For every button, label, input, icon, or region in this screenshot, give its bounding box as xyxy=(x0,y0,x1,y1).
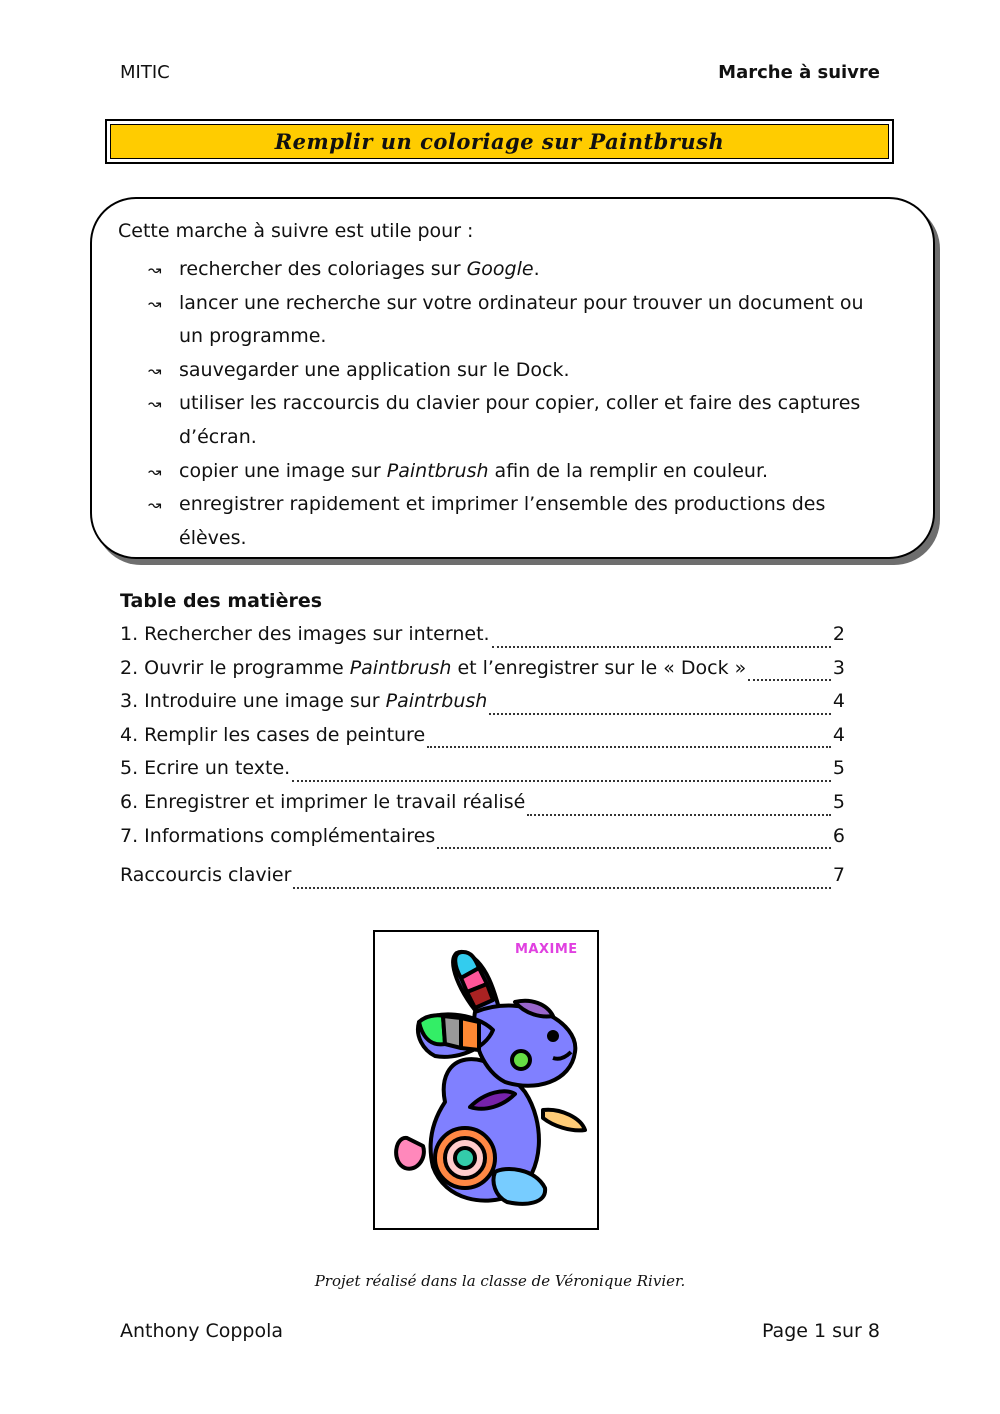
bullet-emphasis: Paintbrush xyxy=(386,459,489,482)
curly-arrow-bullet-icon: ↝ xyxy=(148,394,162,414)
curly-arrow-bullet-icon: ↝ xyxy=(148,461,162,481)
intro-bullet xyxy=(148,253,888,287)
intro-bullet xyxy=(148,488,888,555)
toc-entry[interactable] xyxy=(120,825,845,859)
footer-author: Anthony Coppola xyxy=(120,1320,284,1342)
curly-arrow-bullet-icon: ↝ xyxy=(148,293,162,313)
toc-entry[interactable] xyxy=(120,724,845,758)
toc-entry-page: 3 xyxy=(832,656,845,679)
intro-bullet xyxy=(148,455,888,489)
toc-leader-dots xyxy=(748,679,831,681)
picture-student-name: MAXIME xyxy=(515,942,578,957)
colored-rabbit-picture xyxy=(373,930,599,1230)
toc-entry-page: 4 xyxy=(832,723,845,746)
toc-entry[interactable] xyxy=(120,757,845,791)
rabbit-illustration xyxy=(375,932,597,1228)
toc-leader-dots xyxy=(427,746,831,748)
toc-entry-page: 5 xyxy=(832,790,845,813)
bullet-text: afin de la remplir en couleur. xyxy=(488,459,769,482)
toc-leader-dots xyxy=(489,713,831,715)
toc-entry-label: 2. Ouvrir le programme Paintbrush et l’enregistrer sur le « Dock » xyxy=(120,656,747,679)
intro-lead: Cette marche à suivre est utile pour : xyxy=(118,220,474,242)
table-of-contents xyxy=(120,623,845,898)
footer-page-number: Page 1 sur 8 xyxy=(761,1320,880,1342)
title-banner xyxy=(105,119,894,164)
toc-entry[interactable] xyxy=(120,623,845,657)
bullet-text: . xyxy=(533,258,540,280)
toc-leader-dots xyxy=(293,887,830,889)
curly-arrow-bullet-icon: ↝ xyxy=(148,495,162,515)
toc-leader-dots xyxy=(492,646,831,648)
bullet-emphasis: Google xyxy=(466,258,534,280)
intro-bullet xyxy=(148,354,888,388)
intro-bullet-list xyxy=(148,253,888,555)
header-left: MITIC xyxy=(120,62,170,83)
toc-leader-dots xyxy=(292,780,831,782)
toc-entry-label: 3. Introduire une image sur Paintrbush xyxy=(120,690,488,713)
bullet-text: lancer une recherche sur votre ordinateur pour trouver un document ou un programme. xyxy=(179,291,864,348)
bullet-text: enregistrer rapidement et imprimer l’ensemble des productions des élèves. xyxy=(179,493,826,549)
toc-entry[interactable] xyxy=(120,690,845,724)
intro-bullet xyxy=(148,287,888,354)
toc-entry[interactable] xyxy=(120,657,845,691)
curly-arrow-bullet-icon: ↝ xyxy=(148,360,162,380)
toc-entry-label: 4. Remplir les cases de peinture xyxy=(120,723,426,746)
page-title: Remplir un coloriage sur Paintbrush xyxy=(110,124,889,159)
toc-entry-label: 7. Informations complémentaires xyxy=(120,824,436,847)
toc-entry-page: 7 xyxy=(832,864,845,887)
toc-leader-dots xyxy=(527,814,831,816)
curly-arrow-bullet-icon: ↝ xyxy=(148,260,162,279)
bullet-text: rechercher des coloriages sur xyxy=(179,258,467,280)
toc-leader-dots xyxy=(437,847,831,849)
toc-entry-label: 6. Enregistrer et imprimer le travail réalisé xyxy=(120,790,526,813)
toc-entry-label: 1. Rechercher des images sur internet. xyxy=(120,623,490,645)
toc-entry-page: 6 xyxy=(832,824,845,847)
bullet-text: utiliser les raccourcis du clavier pour copier, coller et faire des captures d’écran. xyxy=(179,392,861,448)
toc-entry[interactable] xyxy=(120,791,845,825)
header-right: Marche à suivre xyxy=(718,62,880,83)
toc-entry[interactable] xyxy=(120,864,845,898)
toc-entry-page: 5 xyxy=(832,757,845,780)
bullet-text: copier une image sur xyxy=(179,459,387,482)
bullet-text: sauvegarder une application sur le Dock. xyxy=(179,358,570,381)
picture-caption: Projet réalisé dans la classe de Véronique Rivier. xyxy=(314,1272,686,1290)
toc-entry-label: Raccourcis clavier xyxy=(120,864,292,887)
toc-entry-page: 4 xyxy=(832,690,845,713)
toc-entry-label: 5. Ecrire un texte. xyxy=(120,757,291,780)
toc-entry-page: 2 xyxy=(832,623,845,645)
toc-title: Table des matières xyxy=(120,590,323,612)
intro-bullet xyxy=(148,387,888,454)
